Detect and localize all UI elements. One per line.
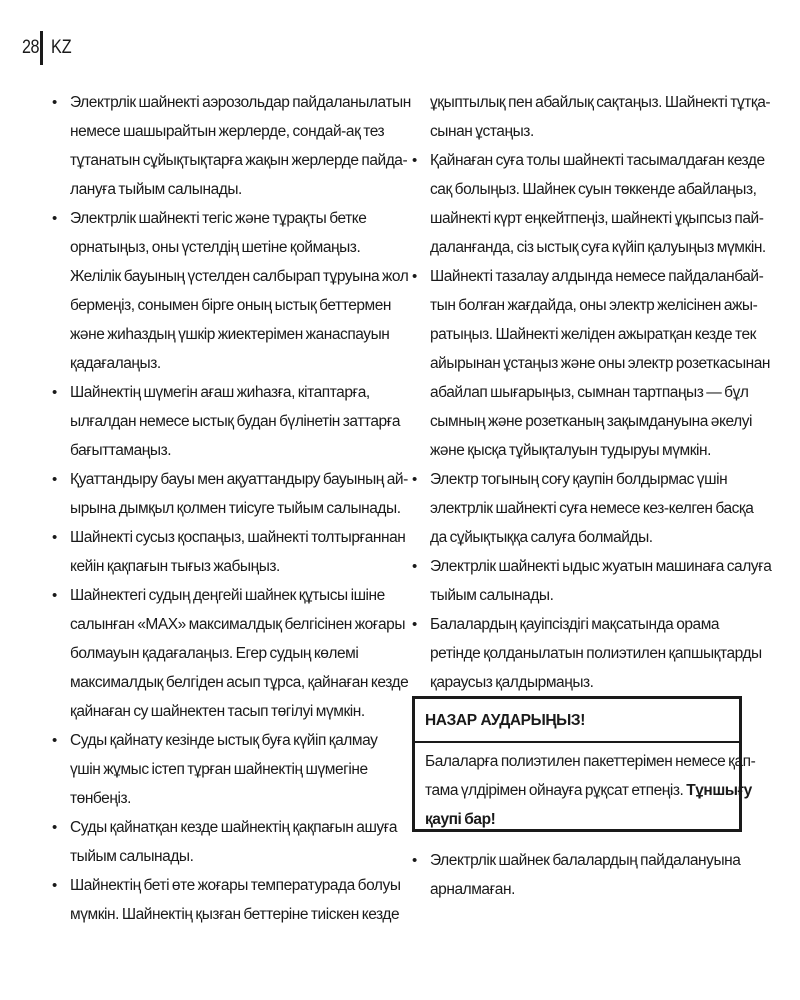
list-item xyxy=(52,204,409,378)
list-item xyxy=(52,871,401,929)
warning-text-line xyxy=(425,776,752,805)
warning-box xyxy=(412,696,756,832)
list-item xyxy=(52,88,411,204)
bullet-icon: • xyxy=(52,210,58,227)
bullet-icon: • xyxy=(52,384,58,401)
warning-body xyxy=(415,747,756,834)
text-line: және қысқа тұйықталуын тудыруы мүмкін. xyxy=(430,442,712,459)
text-line: сақ болыңыз. Шайнек суын төккенде абайлаңыз, xyxy=(430,181,757,198)
list-item xyxy=(52,581,409,726)
bullet-icon: • xyxy=(52,732,58,749)
warning-divider xyxy=(415,741,739,743)
bullet-icon: • xyxy=(52,94,58,111)
text-line: Шайнектің шүмегін ағаш жиһазға, кітаптарға, xyxy=(70,384,370,401)
warning-emphasis-line: қаупі бар! xyxy=(425,811,496,828)
text-line: төнбеңіз. xyxy=(70,790,131,807)
text-line: электрлік шайнекті суға немесе кез-келген басқа xyxy=(430,500,754,517)
bullet-icon: • xyxy=(52,587,58,604)
bullet-icon: • xyxy=(52,819,58,836)
list-item xyxy=(412,262,771,465)
text-line: Электрлік шайнекті тегіс және тұрақты бетке xyxy=(70,210,367,227)
text-line: және жиһаздың үшкір жиектерімен жанаспауын xyxy=(70,326,390,343)
text-line: ылғалдан немесе ыстық будан бүлінетін заттарға xyxy=(70,413,401,430)
text-line: Электр тогының соғу қаупін болдырмас үшін xyxy=(430,471,728,488)
text-line: Шайнекті сусыз қоспаңыз, шайнекті толтырғаннан xyxy=(70,529,406,546)
left-column xyxy=(52,88,411,929)
warning-emphasis: Тұншығу xyxy=(686,782,752,799)
warning-text-line: Балаларға полиэтилен пакеттерімен немесе қап- xyxy=(425,753,756,770)
list-item xyxy=(412,610,762,697)
list-item xyxy=(412,146,766,262)
text-line: сынан ұстаңыз. xyxy=(430,123,534,140)
text-line: Шайнектің беті өте жоғары температурада болуы xyxy=(70,877,401,894)
text-line: Желілік бауының үстелден салбырап тұруына жол xyxy=(70,268,409,285)
language-code: KZ xyxy=(51,37,72,58)
text-line: бағыттамаңыз. xyxy=(70,442,172,459)
text-line: қадағалаңыз. xyxy=(70,355,161,372)
text-line: Қуаттандыру бауы мен ақуаттандыру бауының ай- xyxy=(70,471,408,488)
text-line: сымның және розетканың зақымдануына әкелуі xyxy=(430,413,753,430)
text-line: абайлап шығарыңыз, сымнан тартпаңыз — бұл xyxy=(430,384,749,401)
text-line: арналмаған. xyxy=(430,881,515,898)
left-bullet-list xyxy=(52,88,411,929)
text-line: Шайнектегі судың деңгейі шайнек құтысы ішіне xyxy=(70,587,385,604)
list-item xyxy=(52,726,392,813)
text-line: немесе шашырайтын жерлерде, сондай-ақ тез xyxy=(70,123,385,140)
text-line: максималдық белгіден асып тұрса, қайнаған кезде xyxy=(70,674,409,691)
bullet-icon: • xyxy=(412,268,418,285)
text-line: Суды қайнату кезінде ыстық буға күйіп қалмау xyxy=(70,732,378,749)
text-line: болмауын қадағалаңыз. Егер судың көлемі xyxy=(70,645,359,662)
bullet-icon: • xyxy=(412,616,418,633)
bullet-icon: • xyxy=(412,152,418,169)
after-warning-list xyxy=(412,846,752,904)
text-line: орнатыңыз, оны үстелдің шетіне қоймаңыз. xyxy=(70,239,361,256)
text-line: қараусыз қалдырмаңыз. xyxy=(430,674,594,691)
bullet-icon: • xyxy=(52,471,58,488)
text-line: ратыңыз. Шайнекті желіден ажыратқан кезде тек xyxy=(430,326,756,343)
text-line: шайнекті күрт еңкейтпеңіз, шайнекті ұқыпсыз пай- xyxy=(430,210,764,227)
text-line: кейін қақпағын тығыз жабыңыз. xyxy=(70,558,280,575)
text-line: Балалардың қауіпсіздігі мақсатында орама xyxy=(430,616,720,633)
text-line: ретінде қолданылатын полиэтилен қапшықтарды xyxy=(430,645,762,662)
text-line: салынған «MAX» максималдық белгісінен жоғары xyxy=(70,616,406,633)
text-line: ырына дымқыл қолмен тиісуге тыйым салынады. xyxy=(70,500,401,517)
list-item xyxy=(412,552,772,610)
text-line: Суды қайнатқан кезде шайнектің қақпағын ашуға xyxy=(70,819,398,836)
text-line: Шайнекті тазалау алдында немесе пайдаланбай- xyxy=(430,268,764,285)
right-column xyxy=(412,88,772,697)
warning-text: тама үлдірімен ойнауға рұқсат етпеңіз. xyxy=(425,782,687,799)
bullet-icon: • xyxy=(412,558,418,575)
list-item xyxy=(412,846,752,904)
list-item xyxy=(52,465,408,523)
text-line: Электрлік шайнек балалардың пайдалануына xyxy=(430,852,741,869)
bullet-icon: • xyxy=(52,529,58,546)
warning-title: НАЗАР АУДАРЫҢЫЗ! xyxy=(425,712,585,729)
text-line: Электрлік шайнекті аэрозольдар пайдаланылатын xyxy=(70,94,411,111)
list-item xyxy=(52,523,406,581)
bullet-icon: • xyxy=(412,852,418,869)
text-line: Қайнаған суға толы шайнекті тасымалдаған кезде xyxy=(430,152,765,169)
text-line: тыйым салынады. xyxy=(70,848,194,865)
page-header xyxy=(22,30,75,66)
page-number: 28 xyxy=(22,37,40,58)
list-item xyxy=(412,465,752,552)
text-line: тұтанатын сұйықтықтарға жақын жерлерде пайда- xyxy=(70,152,408,169)
text-line: Электрлік шайнекті ыдыс жуатын машинаға салуға xyxy=(430,558,772,575)
text-line: даланғанда, сіз ыстық суға күйіп қалуыңыз мүмкін. xyxy=(430,239,766,256)
header-separator xyxy=(40,31,43,65)
bullet-icon: • xyxy=(412,471,418,488)
list-item xyxy=(52,813,398,871)
text-line: тыйым салынады. xyxy=(430,587,554,604)
text-line: үшін жұмыс істеп тұрған шайнектің шүмегіне xyxy=(70,761,368,778)
text-line: да сұйықтыққа салуға болмайды. xyxy=(430,529,653,546)
text-line: тын болған жағдайда, оны электр желісінен ажы- xyxy=(430,297,758,314)
text-line: ұқыптылық пен абайлық сақтаңыз. Шайнекті тұтқа- xyxy=(430,94,771,111)
text-line: лануға тыйым салынады. xyxy=(70,181,242,198)
bullet-icon: • xyxy=(52,877,58,894)
text-line: қайнаған су шайнектен тасып төгілуі мүмкін. xyxy=(70,703,365,720)
text-line: мүмкін. Шайнектің қызған беттеріне тиіскен кезде xyxy=(70,906,400,923)
continued-paragraph xyxy=(412,88,771,146)
text-line: айырынан ұстаңыз және оны электр розеткасынан xyxy=(430,355,771,372)
right-bullet-list xyxy=(412,146,772,697)
list-item xyxy=(52,378,401,465)
text-line: бермеңіз, сонымен бірге оның ыстық беттермен xyxy=(70,297,392,314)
